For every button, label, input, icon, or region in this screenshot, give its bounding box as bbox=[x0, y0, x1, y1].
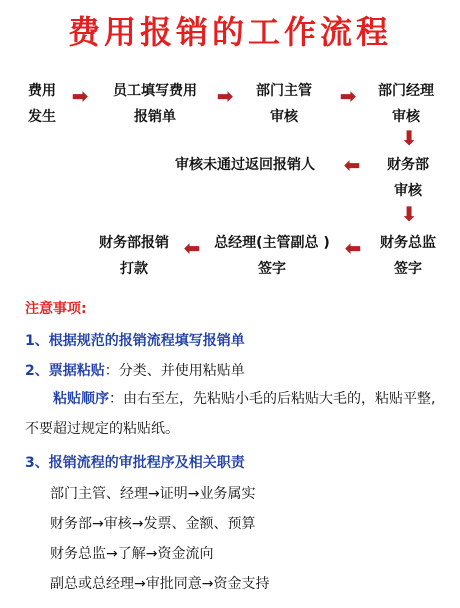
arrow-left-icon: ⬅ bbox=[183, 236, 201, 260]
note-item-number: 1、 bbox=[25, 333, 49, 349]
arrow-left-icon: ⬅ bbox=[344, 236, 362, 260]
node-cfo-sign bbox=[368, 230, 448, 282]
node-label-line1: 部门经理 bbox=[378, 83, 434, 99]
node-label-line2: 打款 bbox=[120, 261, 148, 277]
node-finance-review bbox=[370, 152, 446, 204]
note-item-number: 2、 bbox=[25, 363, 49, 379]
node-gm-sign bbox=[204, 230, 340, 282]
page-title: 费用报销的工作流程 bbox=[67, 13, 392, 51]
node-expense-occurs bbox=[20, 78, 64, 130]
arrow-down-icon: ⬇ bbox=[400, 202, 418, 226]
note-item-label: 票据粘贴 bbox=[48, 363, 105, 379]
paste-order-text: ：由右至左，先粘贴小毛的后粘贴大毛的，粘贴平整,不要超过规定的粘贴纸。 bbox=[25, 391, 436, 437]
duty-line: 财务部→审核→发票、金额、预算 bbox=[50, 516, 256, 532]
note-item-text: ：分类、并使用粘贴单 bbox=[104, 363, 245, 379]
duty-line: 部门主管、经理→证明→业务属实 bbox=[50, 486, 256, 502]
node-label-line1: 部门主管 bbox=[256, 83, 312, 99]
node-label-line1: 财务部 bbox=[387, 157, 429, 173]
node-label-line2: 审核 bbox=[270, 109, 298, 125]
duty-line: 财务总监→了解→资金流向 bbox=[50, 546, 214, 562]
node-label-line1: 财务部报销 bbox=[99, 235, 169, 251]
node-label-line2: 审核 bbox=[394, 183, 422, 199]
note-item-number: 3、 bbox=[25, 455, 49, 471]
node-label-line1: 员工填写费用 bbox=[113, 83, 197, 99]
node-return-to-claimant: 审核未通过返回报销人 bbox=[175, 157, 315, 173]
paste-order-label: 粘贴顺序 bbox=[53, 391, 109, 407]
node-label-line1: 总经理(主管副总 ) bbox=[214, 235, 330, 251]
node-manager-review bbox=[366, 78, 446, 130]
note-item-1 bbox=[25, 330, 245, 350]
arrow-down-icon: ⬇ bbox=[400, 126, 418, 150]
node-label-line1: 费用 bbox=[28, 83, 56, 99]
node-label-line2: 签字 bbox=[258, 261, 286, 277]
node-finance-payment bbox=[84, 230, 184, 282]
node-label-line2: 报销单 bbox=[134, 109, 176, 125]
note-item-2 bbox=[25, 360, 245, 380]
node-fill-form bbox=[100, 78, 210, 130]
arrow-right-icon: ➡ bbox=[339, 84, 357, 108]
notes-heading: 注意事项: bbox=[25, 301, 87, 317]
node-label-line2: 审核 bbox=[392, 109, 420, 125]
arrow-right-icon: ➡ bbox=[71, 84, 89, 108]
note-item-3 bbox=[25, 452, 245, 472]
duty-line: 副总或总经理→审批同意→资金支持 bbox=[50, 576, 270, 592]
paste-order-paragraph bbox=[25, 384, 443, 444]
arrow-left-icon: ⬅ bbox=[343, 153, 361, 177]
note-item-text: 根据规范的报销流程填写报销单 bbox=[48, 333, 245, 349]
node-label-line1: 财务总监 bbox=[380, 235, 436, 251]
node-label-line2: 发生 bbox=[28, 109, 56, 125]
node-supervisor-review bbox=[244, 78, 324, 130]
node-label-line2: 签字 bbox=[394, 261, 422, 277]
arrow-right-icon: ➡ bbox=[216, 84, 234, 108]
note-item-text: 报销流程的审批程序及相关职责 bbox=[48, 455, 245, 471]
